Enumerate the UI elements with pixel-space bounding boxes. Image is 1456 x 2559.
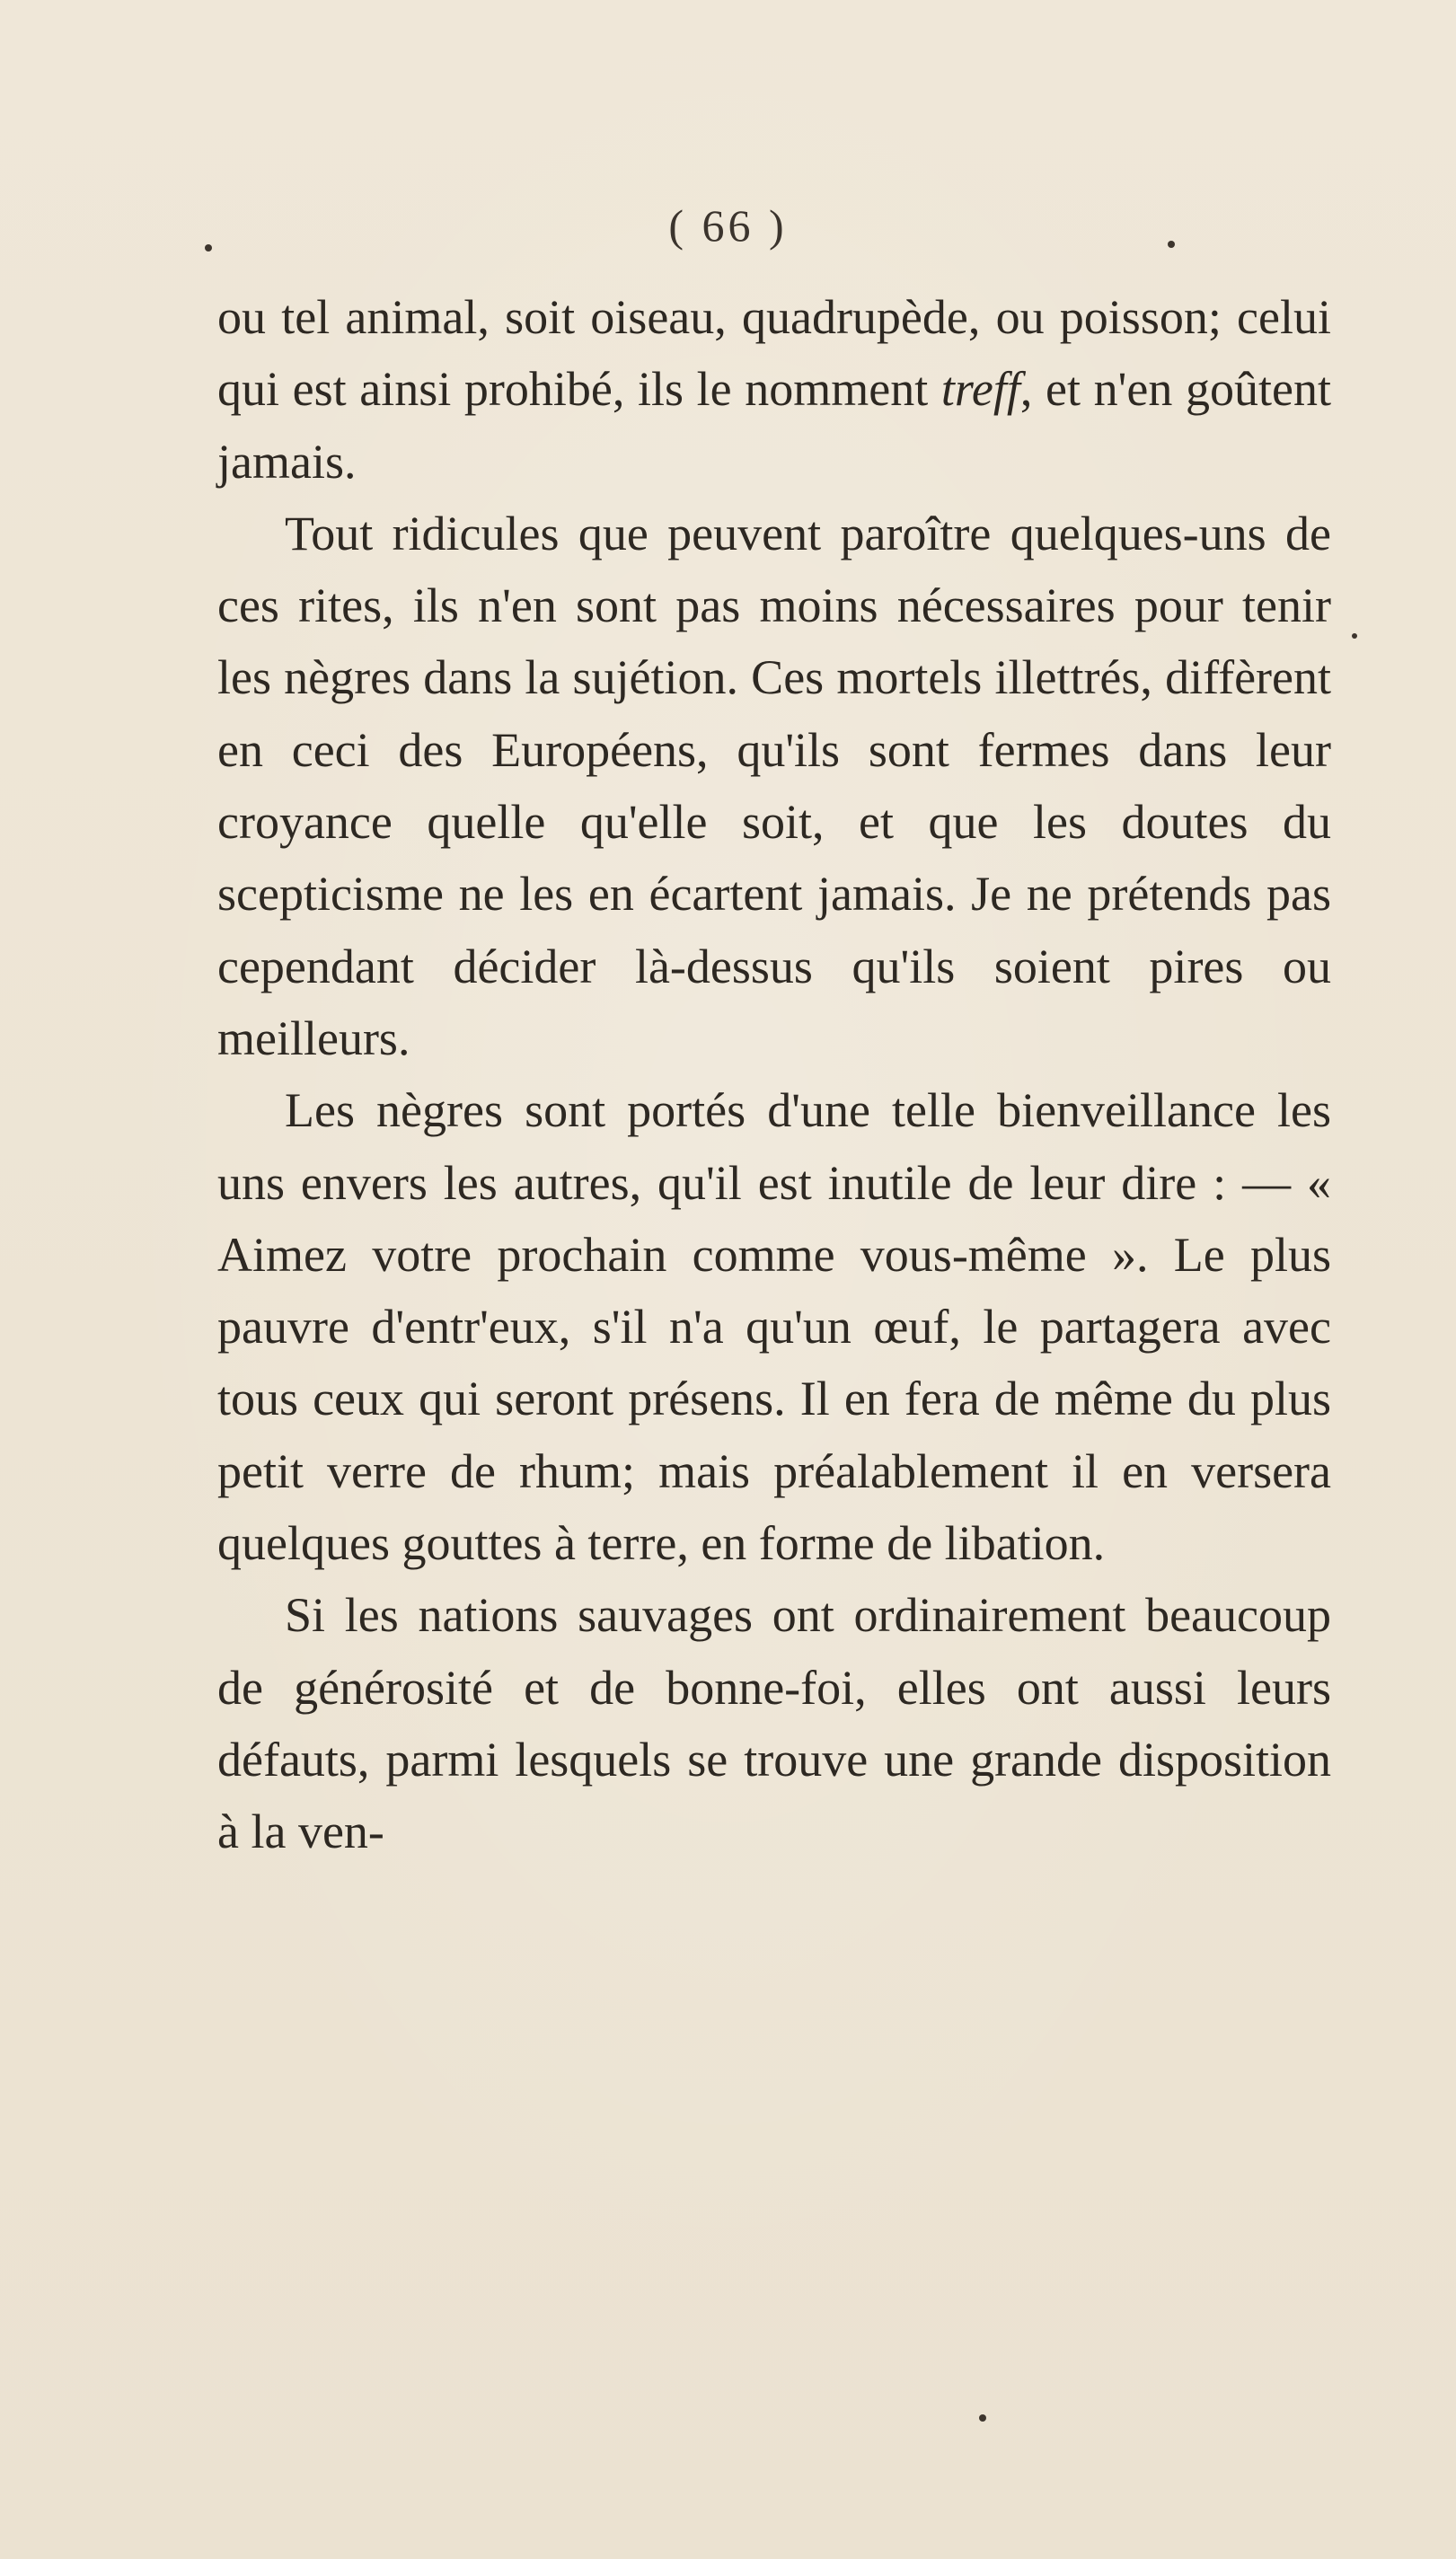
paragraph-2: Tout ridicules que peuvent paroître quelques-uns de ces rites, ils n'en sont pas moins nécessaires pour tenir les nègres dans la sujétion. Ces mortels illettrés, diffèrent en ceci des Européens, qu'ils sont fermes dans leur croyance quelle qu'elle soit, et que les doutes du scepticisme ne les en écartent jamais. Je ne prétends pas cependant décider là-dessus qu'ils soient pires ou meilleurs.	[217, 506, 1331, 1065]
body-text	[217, 281, 1331, 1868]
page-number: ( 66 )	[668, 200, 788, 251]
ink-speck	[205, 244, 212, 251]
paragraph-3: Les nègres sont portés d'une telle bienveillance les uns envers les autres, qu'il est inutile de leur dire : — « Aimez votre prochain comme vous-même ». Le plus pauvre d'entr'eux, s'il n'a qu'un œuf, le partagera avec tous ceux qui seront présens. Il en fera de même du plus petit verre de rhum; mais préalablement il en versera quelques gouttes à terre, en forme de libation.	[217, 1083, 1331, 1571]
paragraph-1-start: ou tel animal, soit oiseau, quadrupède, ou poisson; celui qui est ainsi prohibé, ils le nomment	[217, 290, 1331, 417]
paragraph-4: Si les nations sauvages ont ordinairement beaucoup de générosité et de bonne-foi, elles ont aussi leurs défauts, parmi lesquels se trouve une grande disposition à la ven-	[217, 1588, 1331, 1859]
ink-speck	[1168, 241, 1175, 248]
ink-speck	[1352, 633, 1357, 639]
paragraph-1	[217, 281, 1331, 498]
paragraph-1-end: , et n'en goûtent jamais.	[217, 362, 1331, 489]
italic-term: treff	[940, 362, 1020, 417]
ink-speck	[979, 2414, 986, 2422]
